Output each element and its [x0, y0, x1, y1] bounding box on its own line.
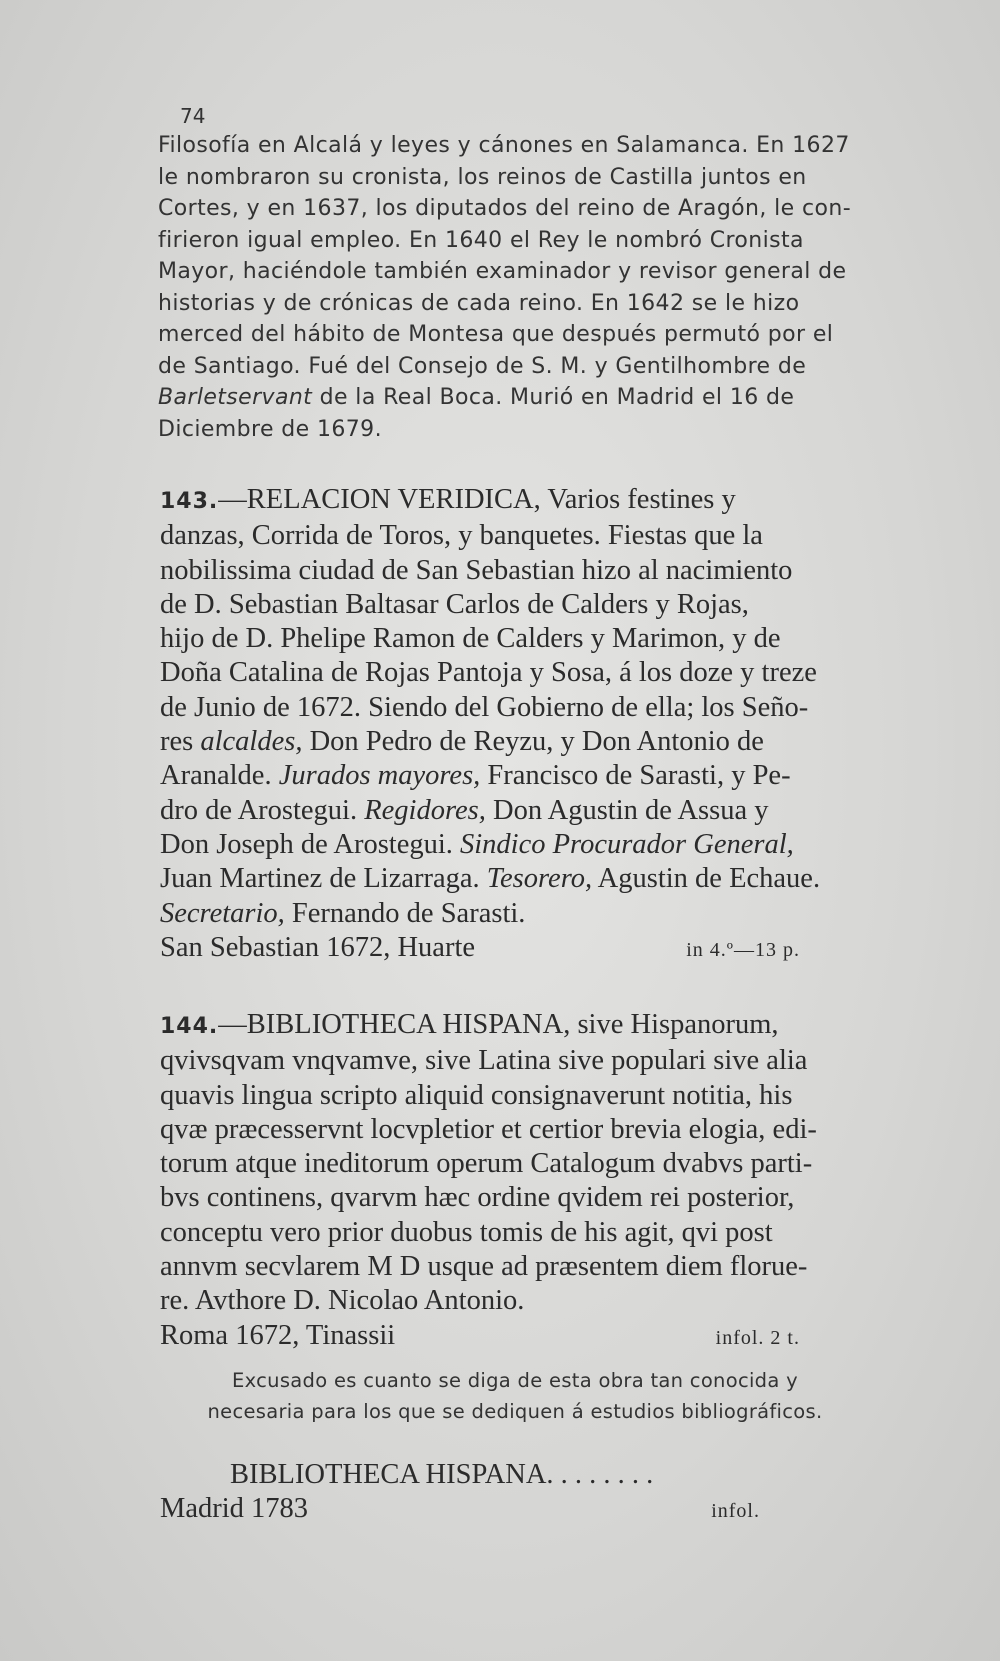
entry-note	[175, 1365, 855, 1427]
text-fragment: Don Joseph de Arostegui.	[160, 828, 461, 860]
text-line: le nombraron su cronista, los reinos de Castilla juntos en	[158, 164, 807, 190]
text-line: quavis lingua scripto aliquid consignaverunt notitia, his	[160, 1079, 793, 1111]
text-line: conceptu vero prior duobus tomis de his agit, qvi post	[160, 1216, 773, 1248]
italic-term: Jurados mayores,	[278, 760, 481, 792]
entry-144	[160, 1008, 860, 1355]
biography-paragraph	[158, 130, 852, 445]
entry-title-line	[160, 483, 860, 519]
text-line: necesaria para los que se dediquen á estudios bibliográficos.	[207, 1400, 823, 1423]
imprint-line	[160, 1492, 760, 1528]
text-line	[160, 862, 860, 896]
text-fragment: dro de Arostegui.	[160, 794, 365, 826]
text-line: Cortes, y en 1637, los diputados del reino de Aragón, le con-	[158, 196, 852, 221]
entry-number: 144.	[160, 1014, 219, 1039]
entry-title-line	[160, 1008, 860, 1044]
text-line: hijo de D. Phelipe Ramon de Calders y Marimon, y de	[160, 623, 781, 655]
entry-bibliotheca-1783	[160, 1458, 860, 1529]
text-fragment: Don Pedro de Reyzu, y Don Antonio de	[302, 726, 764, 758]
text-fragment: Fernando de Sarasti.	[284, 897, 526, 929]
entry-title-line: BIBLIOTHECA HISPANA. . . . . . . .	[230, 1459, 654, 1490]
text-line: firieron igual empleo. En 1640 el Rey le nombró Cronista	[158, 227, 804, 253]
text-line	[158, 382, 848, 414]
page-number: 74	[180, 104, 206, 128]
text-fragment: Juan Martinez de Lizarraga.	[160, 863, 487, 895]
text-line: de D. Sebastian Baltasar Carlos de Calders y Rojas,	[160, 588, 749, 620]
format: infol.	[711, 1500, 760, 1523]
format: in 4.º—13 p.	[686, 938, 800, 961]
text-line	[160, 897, 860, 931]
text-fragment: de la Real Boca. Murió en Madrid el 16 de	[312, 385, 795, 410]
text-line: de Santiago. Fué del Consejo de S. M. y Gentilhombre de	[158, 353, 807, 379]
italic-term: Tesorero,	[486, 863, 593, 895]
text-line: danzas, Corrida de Toros, y banquetes. Fiestas que la	[160, 520, 763, 552]
text-line: de Junio de 1672. Siendo del Gobierno de ella; los Seño-	[160, 691, 809, 723]
text-fragment: —BIBLIOTHECA HISPANA, sive Hispanorum,	[218, 1009, 779, 1040]
text-line	[160, 759, 860, 793]
text-line: historias y de crónicas de cada reino. En 1642 se le hizo	[158, 290, 800, 316]
text-fragment: Don Agustin de Assua y	[485, 794, 769, 826]
text-line: Filosofía en Alcalá y leyes y cánones en Salamanca. En 1627	[158, 133, 850, 158]
text-line: Diciembre de 1679.	[158, 416, 382, 442]
text-fragment: res	[160, 726, 201, 758]
text-fragment: Agustin de Echaue.	[592, 863, 821, 895]
text-line: qvivsqvam vnqvamve, sive Latina sive populari sive alia	[160, 1045, 808, 1077]
text-fragment: Aranalde.	[160, 760, 279, 792]
italic-term: Sindico Procurador General,	[460, 828, 794, 860]
imprint-line	[160, 1319, 800, 1355]
text-fragment: —RELACION VERIDICA, Varios festines y	[218, 484, 736, 515]
italic-term: Regidores,	[364, 794, 486, 826]
text-line: Mayor, haciéndole también examinador y revisor general de	[158, 259, 847, 284]
text-line: torum atque ineditorum operum Catalogum dvabvs parti-	[160, 1148, 813, 1180]
italic-term: alcaldes,	[200, 726, 303, 758]
text-line	[160, 828, 860, 862]
imprint-line	[160, 931, 800, 967]
text-fragment: Francisco de Sarasti, y Pe-	[480, 760, 791, 792]
text-line: Doña Catalina de Rojas Pantoja y Sosa, á los doze y treze	[160, 657, 817, 689]
text-line: bvs continens, qvarvm hæc ordine qvidem rei posterior,	[160, 1182, 795, 1214]
imprint: Roma 1672, Tinassii	[160, 1319, 396, 1351]
text-line: re. Avthore D. Nicolao Antonio.	[160, 1285, 525, 1317]
format: infol. 2 t.	[715, 1326, 800, 1349]
entry-143	[160, 483, 860, 967]
text-line: annvm secvlarem M D usque ad præsentem diem floruе-	[160, 1251, 808, 1283]
text-line	[160, 725, 860, 759]
text-line: Excusado es cuanto se diga de esta obra tan conocida y	[232, 1369, 798, 1392]
italic-term: Secretario,	[160, 897, 285, 929]
text-line: merced del hábito de Montesa que después permutó por el	[158, 322, 834, 347]
text-line: qvæ præcesservnt locvpletior et certior brevia elogia, edi-	[160, 1113, 817, 1145]
entry-number: 143.	[160, 489, 219, 514]
imprint: San Sebastian 1672, Huarte	[160, 931, 476, 963]
text-line	[160, 794, 860, 828]
text-line: nobilissima ciudad de San Sebastian hizo al nacimiento	[160, 554, 793, 586]
italic-term: Barletservant	[158, 385, 313, 410]
imprint: Madrid 1783	[160, 1493, 309, 1525]
